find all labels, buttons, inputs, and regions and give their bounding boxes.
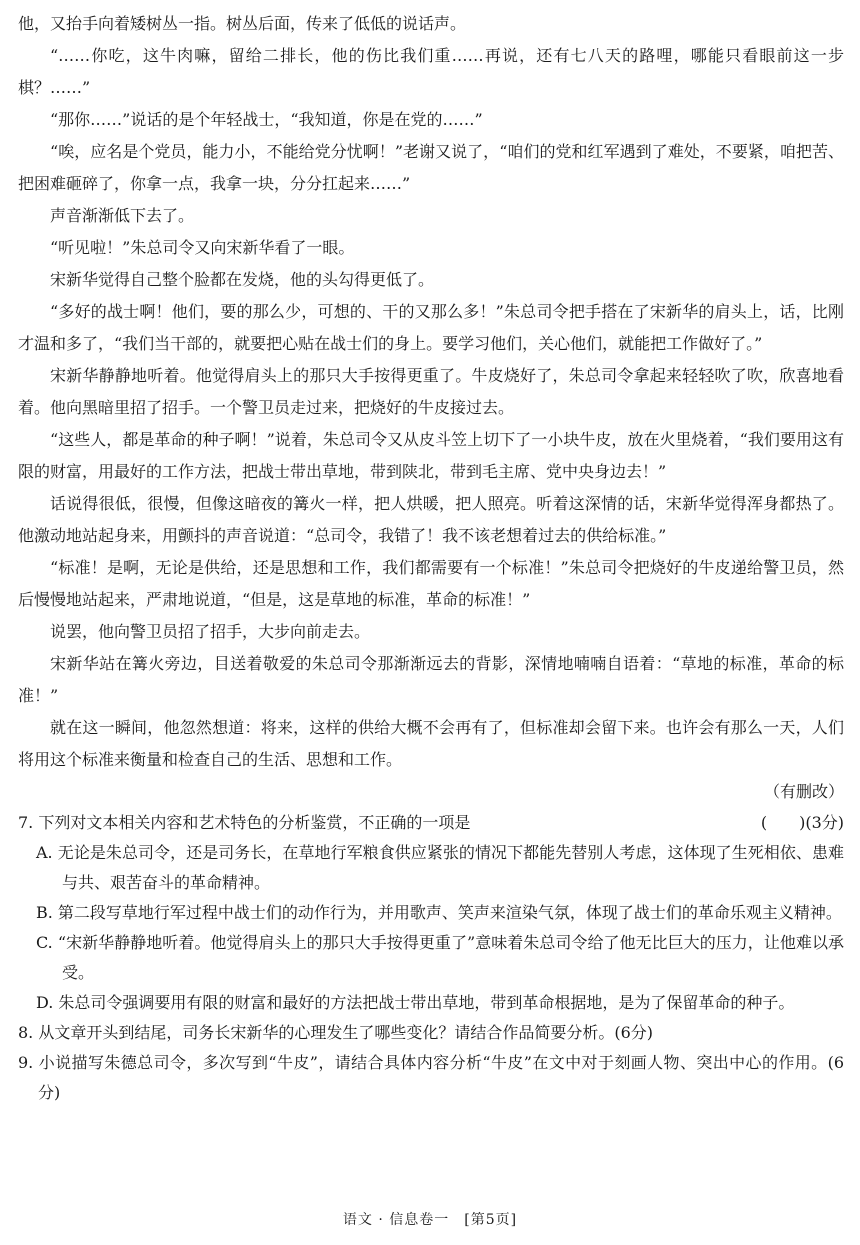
passage-paragraph: 话说得很低，很慢，但像这暗夜的篝火一样，把人烘暖，把人照亮。听着这深情的话，宋新华觉得浑身都热了。他激动地站起身来，用颤抖的声音说道：“总司令，我错了！我不该老想着过去的供给标准。” — [18, 494, 844, 545]
question-7-option-d: D. 朱总司令强调要用有限的财富和最好的方法把战士带出草地，带到革命根据地，是为了保留革命的种子。 — [36, 993, 795, 1012]
exam-page — [18, 8, 844, 1108]
passage-paragraph: 宋新华静静地听着。他觉得肩头上的那只大手按得更重了。牛皮烧好了，朱总司令拿起来轻轻吹了吹，欣喜地看着。他向黑暗里招了招手。一个警卫员走过来，把烧好的牛皮接过去。 — [18, 366, 844, 417]
question-7-answer-blank: ( )(3分) — [760, 813, 844, 832]
question-7 — [18, 808, 844, 1018]
passage-paragraph: 声音渐渐低下去了。 — [50, 206, 195, 225]
story-passage — [18, 8, 844, 776]
question-8: 8. 从文章开头到结尾，司务长宋新华的心理发生了哪些变化？请结合作品简要分析。(6分) — [18, 1023, 654, 1042]
passage-paragraph: 他，又抬手向着矮树丛一指。树丛后面，传来了低低的说话声。 — [18, 14, 467, 33]
page-footer: 语文 · 信息卷一 [第5页] — [342, 1212, 518, 1228]
passage-paragraph: “……你吃，这牛肉嘛，留给二排长，他的伤比我们重……再说，还有七八天的路哩，哪能只看眼前这一步棋？……” — [18, 46, 844, 97]
passage-paragraph: “那你……”说话的是个年轻战士，“我知道，你是在党的……” — [50, 110, 483, 129]
passage-paragraph: “标准！是啊，无论是供给，还是思想和工作，我们都需要有一个标准！”朱总司令把烧好的牛皮递给警卫员，然后慢慢地站起来，严肃地说道，“但是，这是草地的标准，革命的标准！” — [18, 558, 844, 609]
passage-paragraph: “这些人，都是革命的种子啊！”说着，朱总司令又从皮斗笠上切下了一小块牛皮，放在火里烧着，“我们要用这有限的财富，用最好的工作方法，把战士带出草地，带到陕北，带到毛主席、党中央身边去！” — [18, 430, 844, 481]
question-9: 9. 小说描写朱德总司令，多次写到“牛皮”，请结合具体内容分析“牛皮”在文中对于刻画人物、突出中心的作用。(6分) — [18, 1053, 844, 1102]
source-note: （有删改） — [763, 782, 844, 801]
passage-paragraph: 说罢，他向警卫员招了招手，大步向前走去。 — [50, 622, 371, 641]
passage-paragraph: “唉，应名是个党员，能力小，不能给党分忧啊！”老谢又说了，“咱们的党和红军遇到了难处，不要紧，咱把苦、把困难砸碎了，你拿一点，我拿一块，分分扛起来……” — [18, 142, 844, 193]
question-7-stem: 7. 下列对文本相关内容和艺术特色的分析鉴赏，不正确的一项是 — [18, 813, 471, 832]
passage-paragraph: 宋新华觉得自己整个脸都在发烧，他的头勾得更低了。 — [50, 270, 435, 289]
passage-paragraph: “听见啦！”朱总司令又向宋新华看了一眼。 — [50, 238, 355, 257]
question-7-option-b: B. 第二段写草地行军过程中战士们的动作行为，并用歌声、笑声来渲染气氛，体现了战士们的革命乐观主义精神。 — [36, 903, 842, 922]
question-7-option-a: A. 无论是朱总司令，还是司务长，在草地行军粮食供应紧张的情况下都能先替别人考虑，这体现了生死相依、患难与共、艰苦奋斗的革命精神。 — [36, 843, 844, 892]
passage-paragraph: “多好的战士啊！他们，要的那么少，可想的、干的又那么多！”朱总司令把手搭在了宋新华的肩头上，话，比刚才温和多了，“我们当干部的，就要把心贴在战士们的身上。要学习他们，关心他们，就能把工作做好了。” — [18, 302, 844, 353]
passage-paragraph: 宋新华站在篝火旁边，目送着敬爱的朱总司令那渐渐远去的背影，深情地喃喃自语着：“草地的标准，革命的标准！” — [18, 654, 844, 705]
question-7-option-c: C. “宋新华静静地听着。他觉得肩头上的那只大手按得更重了”意味着朱总司令给了他无比巨大的压力，让他难以承受。 — [36, 933, 844, 982]
passage-paragraph: 就在这一瞬间，他忽然想道：将来，这样的供给大概不会再有了，但标准却会留下来。也许会有那么一天，人们将用这个标准来衡量和检查自己的生活、思想和工作。 — [18, 718, 844, 769]
